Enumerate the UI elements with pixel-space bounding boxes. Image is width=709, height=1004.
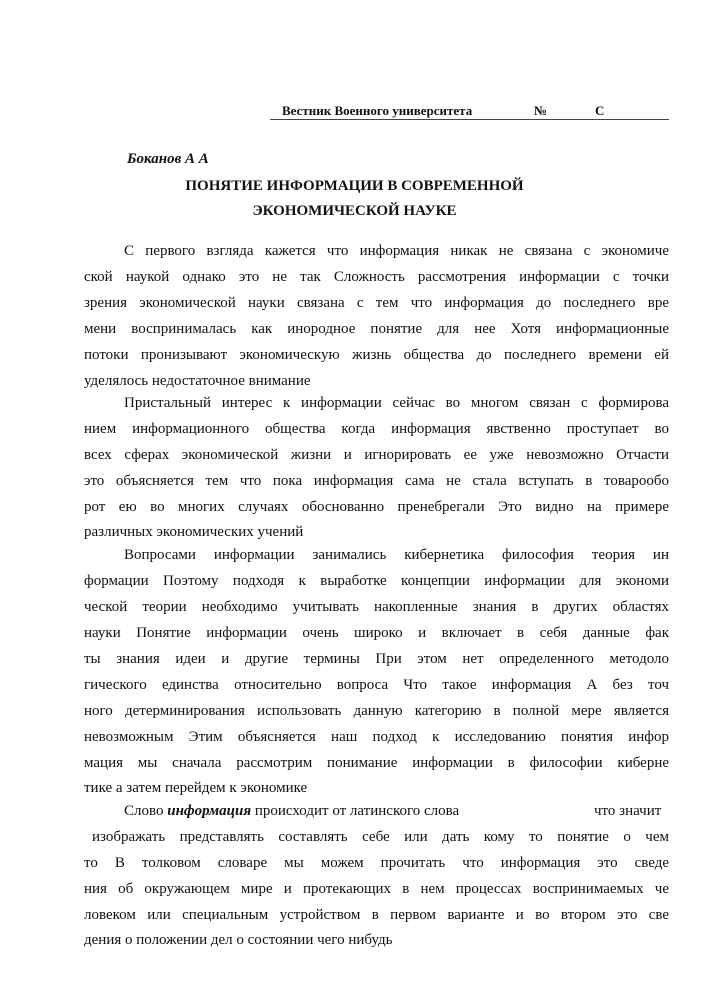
paragraph-2-line: рот ею во многих случаях обоснованно пренебрегали Это видно на примере [84, 499, 669, 515]
paragraph-1-line: С первого взгляда кажется что информация никак не связана с экономиче [124, 243, 669, 259]
paragraph-2-line: Пристальный интерес к информации сейчас во многом связан с формирова [124, 395, 669, 411]
paragraph-3-line: ческой теории необходимо учитывать накопленные знания в других областях [84, 599, 669, 615]
paragraph-1-line: уделялось недостаточное внимание [84, 373, 311, 389]
journal-header [270, 103, 669, 120]
paragraph-3-line: науки Понятие информации очень широко и включает в себя данные фак [84, 625, 669, 641]
article-title-line-1: ПОНЯТИЕ ИНФОРМАЦИИ В СОВРЕМЕННОЙ [185, 178, 524, 194]
keyword-informatsiya: информация [167, 803, 252, 819]
paragraph-2-line: различных экономических учений [84, 524, 304, 540]
paragraph-4-first-line [124, 801, 669, 821]
paragraph-4-line: изображать представлять составлять себе или дать кому то понятие о чем [92, 829, 669, 845]
paragraph-3-line: ты знания идеи и другие термины При этом нет определенного методоло [84, 651, 669, 667]
paragraph-3-line: тике а затем перейдем к экономике [84, 780, 308, 796]
paragraph-1-line: зрения экономической науки связана с тем что информация до последнего вре [84, 295, 669, 311]
paragraph-4-line: дения о положении дел о состоянии чего нибудь [84, 932, 393, 948]
paragraph-3-line: ного детерминирования использовать данную категорию в полной мере является [84, 703, 669, 719]
paragraph-3-line: невозможным Этим объясняется наш подход к исследованию понятия инфор [84, 729, 669, 745]
author-name: Боканов А А [127, 151, 209, 167]
article-title-line-2: ЭКОНОМИЧЕСКОЙ НАУКЕ [252, 203, 457, 219]
paragraph-1-line: мени воспринималась как инородное понятие для нее Хотя информационные [84, 321, 669, 337]
paragraph-4-line: то В толковом словаре мы можем прочитать что информация это сведе [84, 855, 669, 871]
paragraph-4-lead: Слово [124, 803, 164, 819]
journal-name: Вестник Военного университета [282, 103, 473, 118]
paragraph-2-line: это объясняется тем что пока информация сама не стала вступать в товарообо [84, 473, 669, 489]
paragraph-3-line: мация мы сначала рассмотрим понимание информации в философии киберне [84, 755, 669, 771]
issue-number-label: № [534, 103, 548, 118]
paragraph-1-line: ской наукой однако это не так Сложность рассмотрения информации с точки [84, 269, 669, 285]
paragraph-1-line: потоки пронизывают экономическую жизнь общества до последнего времени ей [84, 347, 669, 363]
paragraph-3-line: Вопросами информации занимались кибернетика философия теория ин [124, 547, 669, 563]
paragraph-2-line: нием информационного общества когда информация явственно проступает во [84, 421, 669, 437]
paragraph-4-line: ния об окружающем мире и протекающих в нем процессах воспринимаемых че [84, 881, 669, 897]
paragraph-4-line: ловеком или специальным устройством в первом варианте и во втором это све [84, 907, 669, 923]
paragraph-3-line: формации Поэтому подходя к выработке концепции информации для экономи [84, 573, 669, 589]
page-label: С [595, 103, 605, 118]
paragraph-2-line: всех сферах экономической жизни и игнорировать ее уже невозможно Отчасти [84, 447, 669, 463]
paragraph-3-line: гического единства относительно вопроса Что такое информация А без точ [84, 677, 669, 693]
paragraph-4-tail: что значит [594, 803, 662, 819]
paragraph-4-lead-cont: происходит от латинского слова [254, 803, 460, 819]
